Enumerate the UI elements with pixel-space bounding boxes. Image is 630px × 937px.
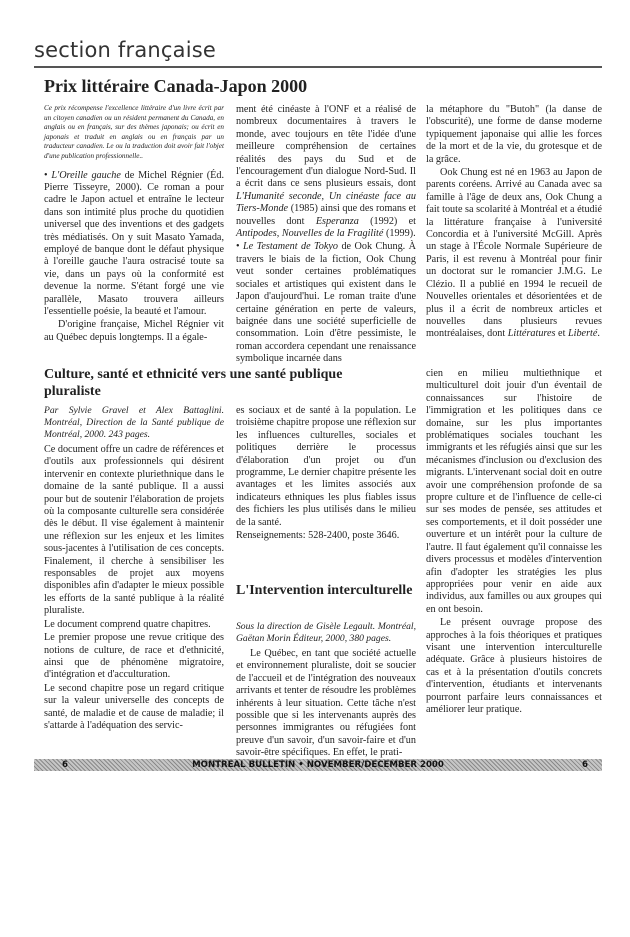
article1-column-3	[426, 104, 602, 341]
article2-byline: Par Sylvie Gravel et Alex Battaglini. Montréal, Direction de la Santé publique de Montréal, 2000. 243 pages.	[44, 405, 224, 440]
article3-col3-para1: cien en milieu multiethnique et multiculturel doit jouir d'un éventail de connaissances sur l'histoire de l'immigration et les politiques dans ce domaine, sur les plus importantes problématiques sociales touchant les immigrants et les réfugiés ainsi que sur les mécanismes d'inclusion ou d'exclusion des migrants. L'intervenant social doit en outre avoir une compréhension profonde de sa propre culture et de l'influence de celle-ci sur ses modes de pensée, ses attitudes et ses comportements, et il doit posséder une ouverture et un intérêt pour la culture de l'autre. Il faut également qu'il connaisse les divers processus et modèles d'intervention afin d'adopter les stratégies les plus appropriées pour venir en aide aux individus, aux familles ou aux groupes qui en ont besoin.	[426, 368, 602, 615]
article2-column-2	[236, 405, 416, 542]
article3-column-2	[236, 621, 416, 760]
article2-column-1	[44, 405, 224, 732]
article2-para2: Le document comprend quatre chapitres.	[44, 618, 211, 630]
footer-title: MONTREAL BULLETIN • NOVEMBER/DECEMBER 2000	[192, 760, 444, 770]
article1-column-2	[236, 104, 416, 366]
book-title-oreille: L'Oreille gauche	[51, 169, 121, 181]
footer-bar	[34, 759, 602, 771]
header-rule	[34, 66, 602, 68]
article-title-intervention: L'Intervention interculturelle	[236, 583, 413, 598]
article2-contact: Renseignements: 528-2400, poste 3646.	[236, 530, 400, 542]
article1-col3-para1: la métaphore du "Butoh" (la danse de l'obscurité), une forme de danse moderne typiquement japonaise qui allie les forces de la mort et de la vie, du grotesque et de la grâce.	[426, 104, 602, 165]
article1-col2-para1: ment été cinéaste à l'ONF et a réalisé de nombreux documentaires à travers le monde, avec toujours en tête l'idée d'une meilleure compréhension de certaines réalités des pays du Sud et de l'encouragement d'un dialogue Nord-Sud. Il a écrit dans ce sens plusieurs essais, dont L'Humanité seconde, Un cinéaste face au Tiers-Monde (1985) ainsi que des romans et nouvelles dont Esperanza (1992) et Antipodes, Nouvelles de la Fragilité (1999).	[236, 104, 416, 240]
article3-para1: Le Québec, en tant que société actuelle et environnement pluraliste, doit se soucier de l'accueil et de l'intégration des nouveaux arrivants et tenter de résoudre les problèmes inhérents à leur situation. Cette tâche n'est possible que si les intervenants auprès des personnes immigrantes ou réfugiées font preuve d'un savoir, d'un savoir-faire et d'un savoir-être spécifiques. En effet, le prati-	[236, 648, 416, 759]
article3-col3-para2: Le présent ouvrage propose des approches à la fois théoriques et pratiques visant une intervention interculturelle adéquate. Grâce à plusieurs histoires de cas et à la présentation d'outils concrets d'intervention, étudiants et intervenants pourront parfaire leurs connaissances et améliorer leur pratique.	[426, 617, 602, 715]
article1-column-1	[44, 104, 224, 344]
article2-para3: Le premier propose une revue critique des notions de culture, de race et d'ethnicité, ainsi que de phénomène migratoire, d'intégration et d'acculturation.	[44, 632, 224, 681]
article3-column-3	[426, 368, 602, 716]
article1-col3-para2: Ook Chung est né en 1963 au Japon de parents coréens. Arrivé au Canada avec sa famille à l'âge de deux ans, Ook Chung a fait toute sa scolarité à Montréal et a étudié la littérature française à l'université Concordia et à l'université McGill. Après un stage à l'École Normale Supérieure de Paris, il est revenu à Montréal pour finir un doctorat sur le romancier J.M.G. Le Clézio. Il a publié en 1994 le recueil de Nouvelles orientales et désorientées et de plus il a écrit de nombreux articles et nouvelles dans plusieurs revues montréalaises, dont Littératures et Liberté.	[426, 167, 602, 340]
page-number-right: 6	[582, 760, 588, 770]
section-label: section française	[34, 38, 217, 62]
book-title-testament: Le Testament de Tokyo	[243, 241, 339, 253]
article1-book1	[44, 170, 224, 319]
book2-description: de Ook Chung. À travers le biais de la fiction, Ook Chung veut sonder certaines problématiques sociales et artistiques qui existent dans le Japon d'aujourd'hui. Le roman traite d'une certaine génération en perte de valeurs, baignée dans une société superficielle de consommation. Loin d'être pessimiste, le roman accordera cependant une renaissance symbolique incarnée dans	[236, 241, 416, 365]
article1-col1-para2: D'origine française, Michel Régnier vit au Québec depuis longtemps. Il a égale-	[44, 319, 224, 343]
book1-description: de Michel Régnier (Éd. Pierre Tisseyre, 2000). Ce roman a pour cadre le Japon actuel et entraîne le lecteur dans son intimité plus proche du quotidien universel que des inventions et des gadgets très médiatisés. On y suit Masato Yamada, employé de banque dont le défaut physique à l'oreille gauche l'aura ostracisé toute sa vie, dans un pays où la conformité est devenue la norme. S'étant forgé une vie parallèle, Masato trouvera ailleurs l'essentielle poésie, la beauté et l'amour.	[44, 169, 224, 318]
article1-intro: Ce prix récompense l'excellence littéraire d'un livre écrit par un citoyen canadien ou un résident permanent du Canada, en anglais ou en français, sur des thèmes japonais; ou écrit en japonais et traduit en anglais ou en français par un traducteur canadien. Le ou la traduction doit avoir fait l'objet d'une publication professionnelle..	[44, 104, 224, 160]
page-number-left: 6	[62, 760, 68, 770]
article2-para4: Le second chapitre pose un regard critique sur la valeur universelle des concepts de santé, de maladie et de cause de maladie; il s'attarde à l'adéquation des servic-	[44, 682, 224, 731]
article1-book2	[236, 241, 416, 365]
article-title-culture: Culture, santé et ethnicité vers une santé publique pluraliste	[44, 367, 343, 399]
article2-col2-para1: es sociaux et de santé à la population. Le troisième chapitre propose une réflexion sur les influences culturelles, sociales et politiques derrière le processus d'élaboration d'un projet ou d'un programme, Le dernier chapitre présente les avantages et les limites associés aux indicateurs ethniques les plus fiables issus des fichiers les plus utilisés dans le milieu de la santé.	[236, 405, 416, 528]
article3-byline: Sous la direction de Gisèle Legault. Montréal, Gaëtan Morin Éditeur, 2000, 380 pages.	[236, 621, 416, 644]
article-title-prix: Prix littéraire Canada-Japon 2000	[44, 76, 308, 96]
article2-para1: Ce document offre un cadre de références et d'outils aux professionnels qui désirent intervenir en contexte pluriethnique dans le domaine de la santé publique. Il a aussi pour but de soutenir l'élaboration de projets où la composante culturelle sera considérée dès le début. Il vise également à maintenir une réflexion sur les enjeux et les limites sous-jacentes à l'utilisation de ces concepts. Finalement, il cherche à sensibiliser les responsables de projet aux moyens disponibles afin d'adapter le mieux possible les efforts de la santé publique à la réalité pluraliste.	[44, 444, 224, 617]
